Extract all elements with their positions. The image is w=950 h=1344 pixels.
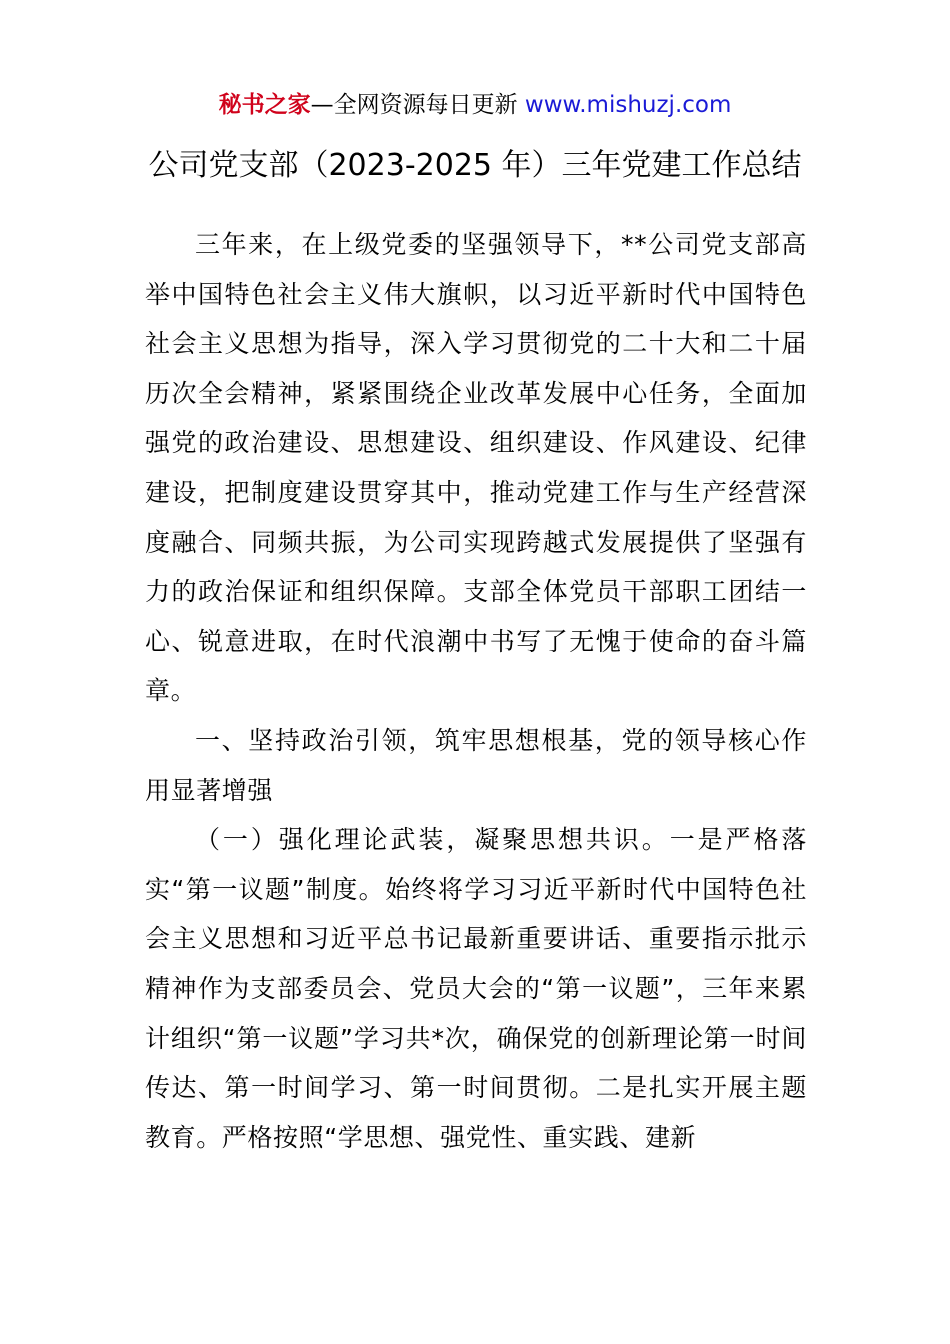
site-header xyxy=(0,88,950,122)
site-brand: 秘书之家 xyxy=(218,92,311,118)
section-heading-1: 一、坚持政治引领，筑牢思想根基，党的领导核心作用显著增强 xyxy=(145,725,807,805)
document-title: 公司党支部（2023-2025 年）三年党建工作总结 xyxy=(148,148,802,183)
intro-paragraph: 三年来，在上级党委的坚强领导下，**公司党支部高举中国特色社会主义伟大旗帜，以习近平新时代中国特色社会主义思想为指导，深入学习贯彻党的二十大和二十届历次全会精神，紧紧围绕企业改革发展中心任务，全面加强党的政治建设、思想建设、组织建设、作风建设、纪律建设，把制度建设贯穿其中，推动党建工作与生产经营深度融合、同频共振，为公司实现跨越式发展提供了坚强有力的政治保证和组织保障。支部全体党员干部职工团结一心、锐意进取，在时代浪潮中书写了无愧于使命的奋斗篇章。 xyxy=(145,230,807,706)
document-body xyxy=(145,220,807,1162)
site-tagline: 全网资源每日更新 xyxy=(333,92,518,118)
header-dash: — xyxy=(310,92,334,118)
site-url-link[interactable]: www.mishuzj.com xyxy=(524,92,732,118)
subsection-paragraph-1: （一）强化理论武装，凝聚思想共识。一是严格落实“第一议题”制度。始终将学习习近平新时代中国特色社会主义思想和习近平总书记最新重要讲话、重要指示批示精神作为支部委员会、党员大会的“第一议题”，三年来累计组织“第一议题”学习共*次，确保党的创新理论第一时间传达、第一时间学习、第一时间贯彻。二是扎实开展主题教育。严格按照“学思想、强党性、重实践、建新 xyxy=(145,825,807,1152)
